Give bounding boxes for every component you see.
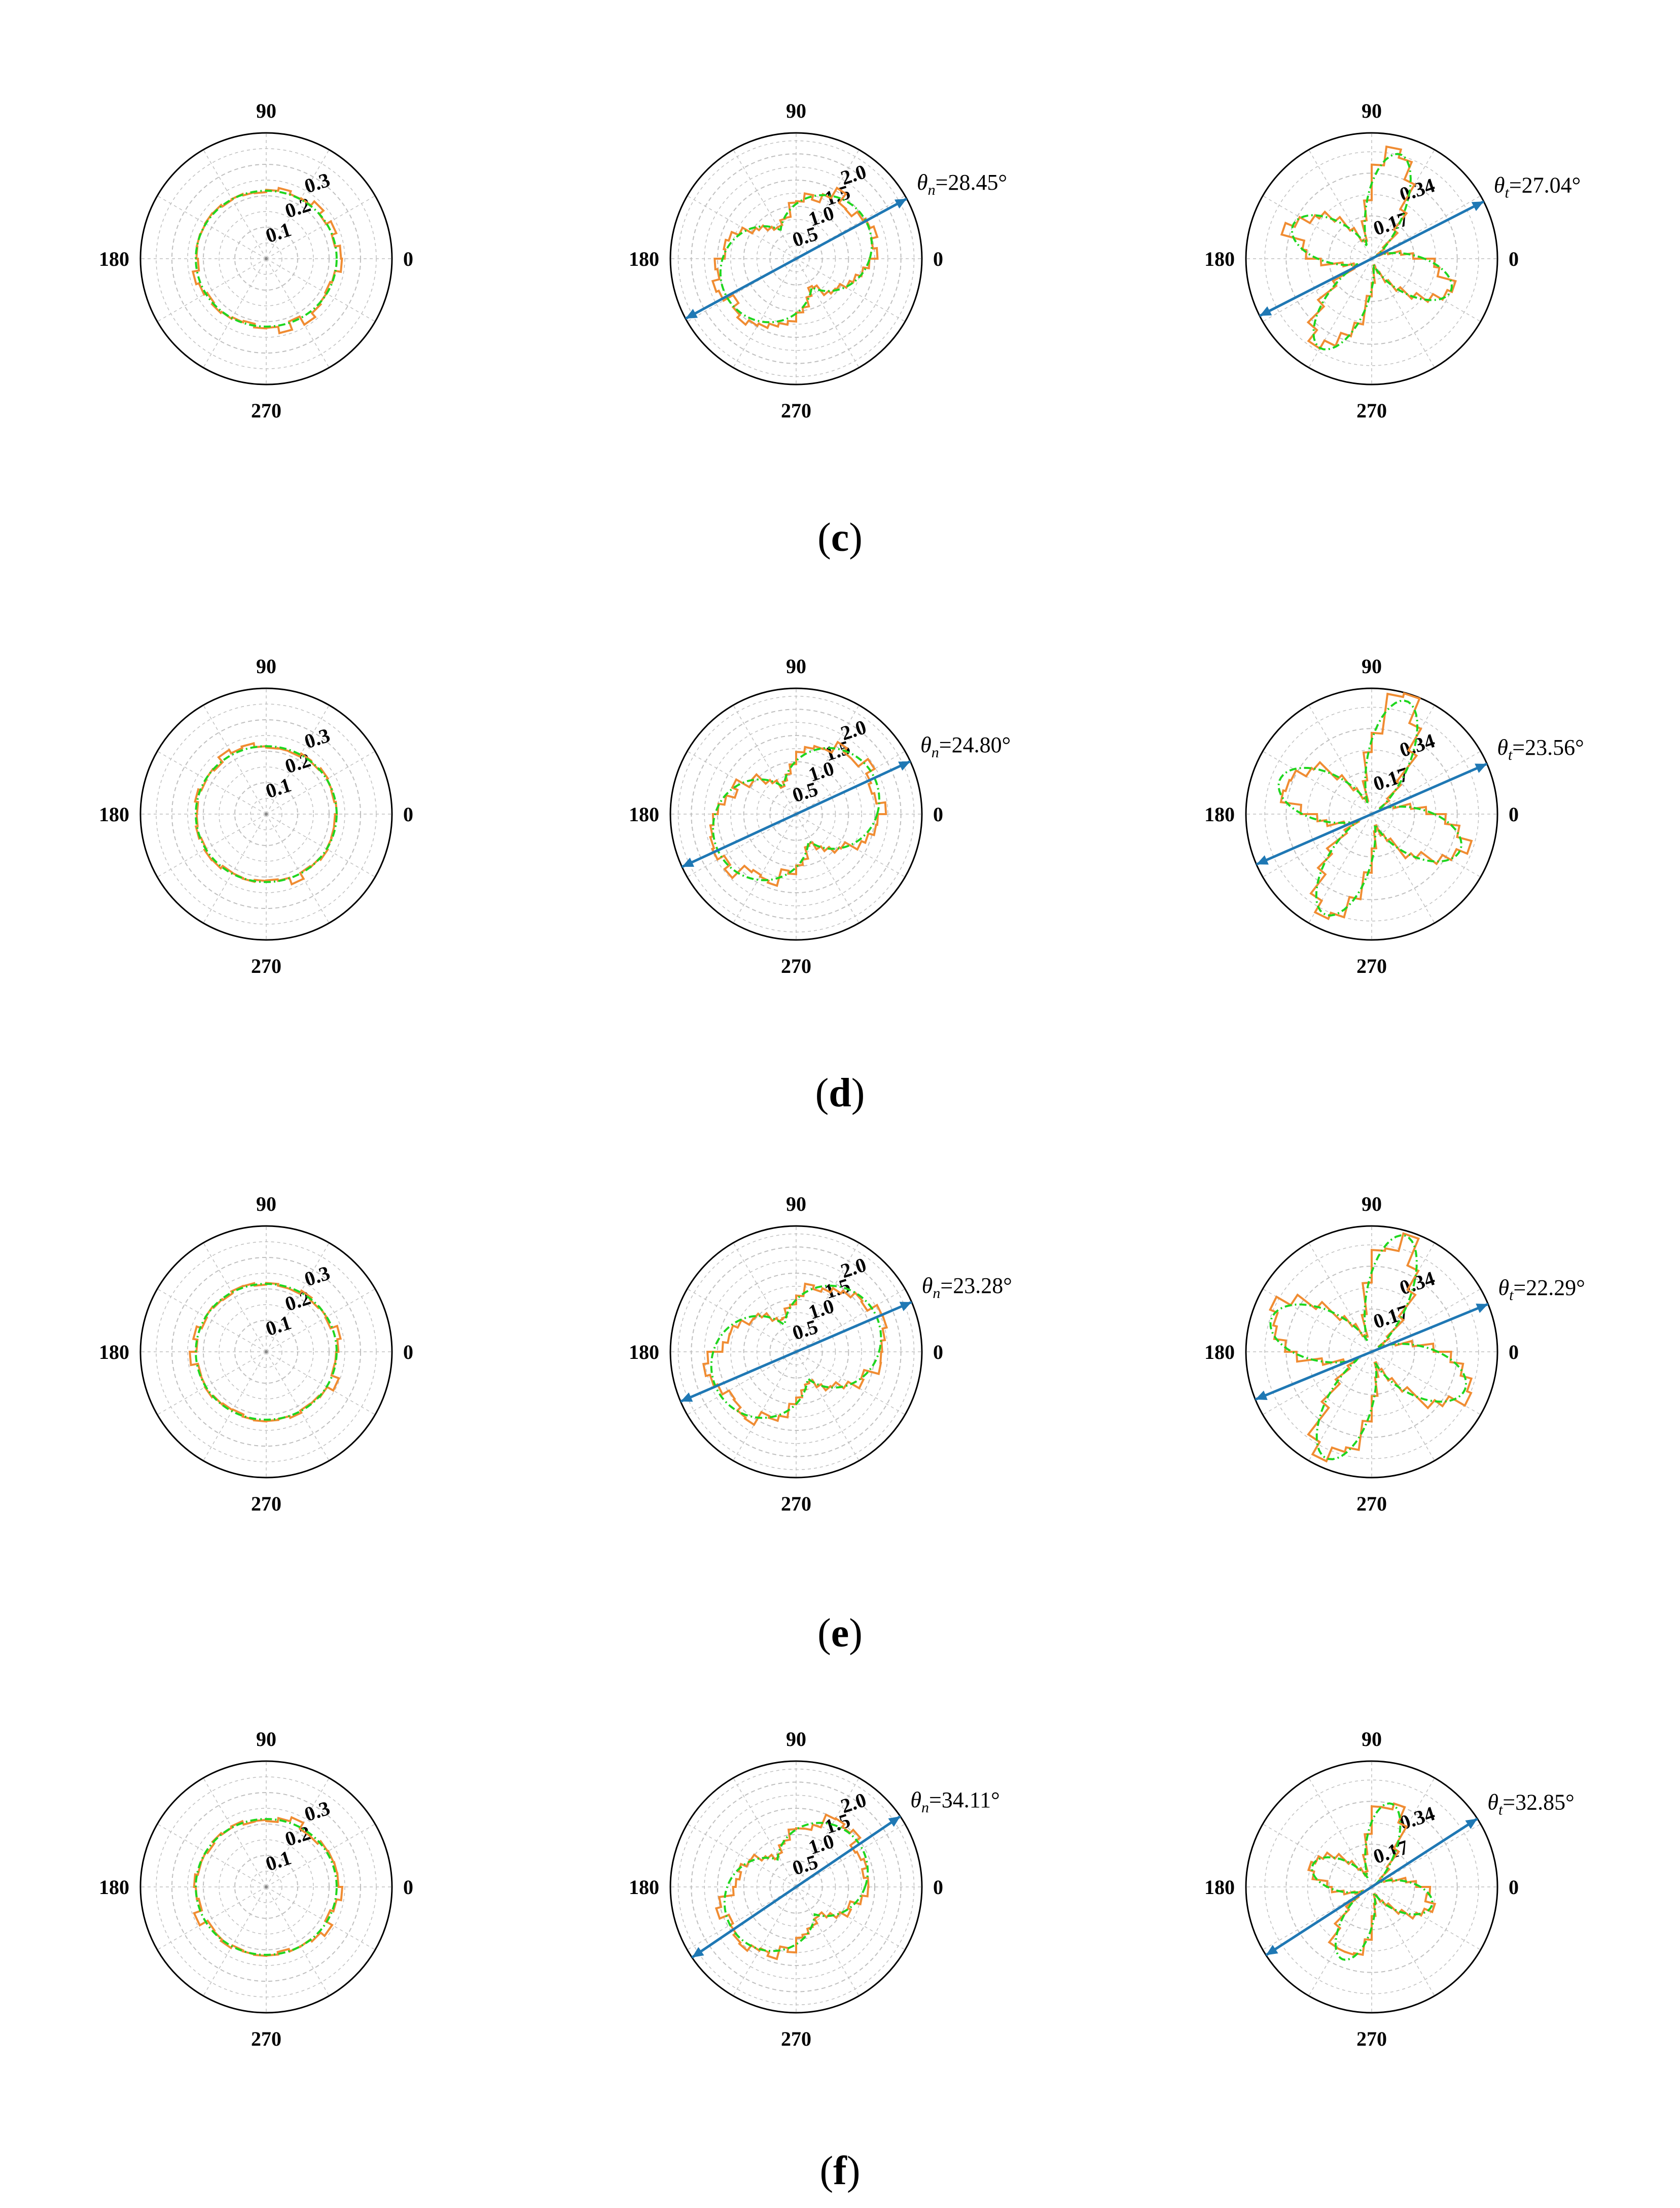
grid-spoke (157, 1289, 266, 1352)
angle-label: 90 (1362, 655, 1382, 678)
grid-spoke (157, 259, 266, 322)
radial-tick-label: 0.5 (789, 1850, 821, 1880)
angle-label: 270 (251, 955, 281, 977)
panel-label-d: (d) (815, 1071, 865, 1115)
orientation-annotation: $\theta_t=23.56^\circ$ (1497, 734, 1584, 763)
angle-label: 180 (99, 803, 129, 826)
orientation-annotation: $\theta_t=22.29^\circ$ (1498, 1275, 1585, 1304)
grid-spoke (1309, 150, 1372, 259)
radial-tick-label: 0.3 (301, 168, 333, 198)
radial-tick-label: 2.0 (838, 715, 869, 745)
grid-spoke (157, 814, 266, 877)
angle-label: 180 (629, 1341, 659, 1363)
radial-tick-label: 0.2 (282, 1821, 313, 1851)
grid-spoke (733, 1352, 796, 1461)
angle-label: 0 (1509, 248, 1519, 270)
center-dot (265, 257, 268, 260)
orientation-annotation: $\theta_n=23.28^\circ$ (921, 1273, 1012, 1302)
rose-chart-e-1 (99, 1193, 413, 1515)
grid-spoke (203, 259, 266, 368)
rose-chart-d-3 (1204, 655, 1584, 977)
grid-spoke (733, 150, 796, 259)
grid-spoke (203, 1352, 266, 1461)
grid-spoke (203, 1243, 266, 1352)
angle-label: 90 (1362, 1193, 1382, 1215)
radial-tick-label: 0.34 (1397, 1267, 1438, 1300)
angle-label: 180 (1204, 1341, 1235, 1363)
grid-spoke (266, 259, 375, 322)
grid-spoke (157, 1887, 266, 1950)
grid-spoke (266, 814, 329, 923)
radial-tick-label: 0.1 (263, 1846, 294, 1876)
grid-spoke (157, 196, 266, 259)
panel-label-c: (c) (817, 515, 863, 560)
angle-label: 90 (256, 1193, 276, 1215)
radial-tick-label: 1.5 (821, 1808, 853, 1839)
orientation-annotation: $\theta_t=32.85^\circ$ (1487, 1790, 1575, 1818)
grid-spoke (203, 705, 266, 814)
panel-label-f: (f) (819, 2149, 861, 2193)
radial-tick-label: 0.1 (263, 773, 294, 803)
rose-chart-f-1 (99, 1728, 413, 2050)
orientation-annotation: $\theta_n=28.45^\circ$ (917, 169, 1008, 198)
grid-spoke (266, 259, 329, 368)
rose-chart-c-1 (99, 99, 413, 422)
angle-label: 270 (1356, 1492, 1387, 1515)
angle-label: 90 (256, 655, 276, 678)
radial-tick-label: 0.17 (1370, 762, 1411, 795)
radial-tick-label: 0.34 (1397, 173, 1438, 206)
orientation-annotation: $\theta_n=24.80^\circ$ (920, 732, 1011, 761)
radial-tick-label: 0.2 (282, 193, 313, 223)
angle-label: 180 (1204, 803, 1235, 826)
arrow-head (692, 1947, 704, 1957)
angle-label: 90 (256, 99, 276, 122)
grid-spoke (157, 1352, 266, 1415)
angle-label: 270 (781, 955, 811, 977)
angle-label: 270 (251, 1492, 281, 1515)
grid-spoke (733, 705, 796, 814)
grid-spoke (796, 259, 905, 322)
angle-label: 90 (786, 1193, 806, 1215)
angle-label: 0 (1509, 803, 1519, 826)
angle-label: 180 (629, 248, 659, 270)
panel-label-e: (e) (817, 1611, 863, 1656)
center-dot (265, 1885, 268, 1888)
angle-label: 270 (251, 2027, 281, 2050)
radial-tick-label: 1.5 (821, 1273, 853, 1304)
angle-label: 270 (781, 1492, 811, 1515)
angle-label: 180 (629, 803, 659, 826)
grid-spoke (266, 1887, 375, 1950)
radial-tick-label: 0.2 (282, 748, 313, 778)
radial-tick-label: 0.17 (1370, 1835, 1411, 1868)
radial-tick-label: 1.0 (805, 1829, 837, 1859)
angle-label: 180 (99, 248, 129, 270)
radial-tick-label: 0.1 (263, 1311, 294, 1341)
radial-tick-label: 0.17 (1370, 1300, 1411, 1333)
radial-tick-label: 2.0 (838, 1253, 869, 1283)
center-dot (265, 1350, 268, 1353)
fitted-distribution (1279, 700, 1461, 916)
orientation-annotation: $\theta_t=27.04^\circ$ (1493, 172, 1581, 201)
angle-label: 270 (781, 2027, 811, 2050)
angle-label: 180 (99, 1341, 129, 1363)
rose-chart-f-3 (1204, 1728, 1575, 2050)
measured-distribution (1270, 1234, 1472, 1461)
angle-label: 90 (1362, 99, 1382, 122)
angle-label: 180 (629, 1876, 659, 1899)
radial-tick-label: 0.5 (789, 1315, 821, 1345)
grid-spoke (157, 751, 266, 814)
angle-label: 0 (403, 803, 413, 826)
radial-tick-label: 0.3 (301, 723, 333, 753)
angle-label: 270 (1356, 399, 1387, 422)
angle-label: 270 (1356, 955, 1387, 977)
angle-label: 90 (786, 99, 806, 122)
grid-spoke (733, 1887, 796, 1996)
grid-spoke (266, 814, 375, 877)
radial-tick-label: 1.0 (805, 201, 837, 231)
radial-tick-label: 2.0 (838, 1788, 869, 1818)
center-dot (265, 813, 268, 816)
angle-label: 0 (403, 248, 413, 270)
angle-label: 270 (1356, 2027, 1387, 2050)
grid-spoke (733, 1778, 796, 1887)
rose-chart-c-2 (629, 99, 1007, 422)
rose-chart-c-3 (1204, 99, 1581, 422)
rose-chart-f-2 (629, 1728, 1000, 2050)
radial-tick-label: 0.3 (301, 1796, 333, 1826)
grid-spoke (687, 1352, 796, 1415)
grid-spoke (796, 259, 859, 368)
angle-label: 0 (933, 1341, 943, 1363)
grid-spoke (796, 814, 859, 923)
grid-spoke (203, 814, 266, 923)
grid-spoke (687, 1824, 796, 1887)
radial-tick-label: 0.2 (282, 1286, 313, 1316)
radial-tick-label: 0.5 (789, 777, 821, 807)
rose-chart-e-2 (629, 1193, 1012, 1515)
grid-spoke (796, 1352, 859, 1461)
grid-spoke (203, 1778, 266, 1887)
grid-spoke (203, 1887, 266, 1996)
angle-label: 270 (251, 399, 281, 422)
angle-label: 0 (1509, 1876, 1519, 1899)
angle-label: 90 (786, 1728, 806, 1750)
angle-label: 180 (1204, 1876, 1235, 1899)
rose-chart-d-2 (629, 655, 1011, 977)
radial-tick-label: 0.1 (263, 218, 294, 248)
angle-label: 0 (933, 248, 943, 270)
grid-spoke (796, 1887, 905, 1950)
radial-tick-label: 0.34 (1397, 1802, 1438, 1835)
grid-spoke (266, 1352, 375, 1415)
grid-spoke (157, 1824, 266, 1887)
radial-tick-label: 0.34 (1397, 729, 1438, 762)
angle-label: 0 (403, 1876, 413, 1899)
angle-label: 180 (1204, 248, 1235, 270)
angle-label: 90 (1362, 1728, 1382, 1750)
orientation-annotation: $\theta_n=34.11^\circ$ (910, 1787, 1000, 1816)
angle-label: 90 (786, 655, 806, 678)
angle-label: 180 (99, 1876, 129, 1899)
angle-label: 0 (933, 803, 943, 826)
angle-label: 0 (933, 1876, 943, 1899)
radial-tick-label: 1.0 (805, 1294, 837, 1324)
rose-chart-e-3 (1204, 1193, 1585, 1515)
rose-chart-d-1 (99, 655, 413, 977)
grid-spoke (266, 1352, 329, 1461)
grid-spoke (266, 1887, 329, 1996)
radial-tick-label: 0.17 (1370, 207, 1411, 240)
angle-label: 0 (1509, 1341, 1519, 1363)
angle-label: 270 (781, 399, 811, 422)
radial-tick-label: 0.5 (789, 222, 821, 252)
radial-tick-label: 1.5 (821, 180, 853, 211)
angle-label: 90 (256, 1728, 276, 1750)
radial-tick-label: 1.5 (821, 735, 853, 766)
radial-tick-label: 1.0 (805, 756, 837, 786)
radial-tick-label: 2.0 (838, 160, 869, 190)
grid-spoke (733, 1243, 796, 1352)
arrow-head (888, 1816, 901, 1827)
fitted-distribution (1270, 1236, 1466, 1459)
radial-tick-label: 0.3 (301, 1261, 333, 1291)
grid-spoke (203, 150, 266, 259)
angle-label: 0 (403, 1341, 413, 1363)
grid-spoke (1309, 1887, 1372, 1996)
